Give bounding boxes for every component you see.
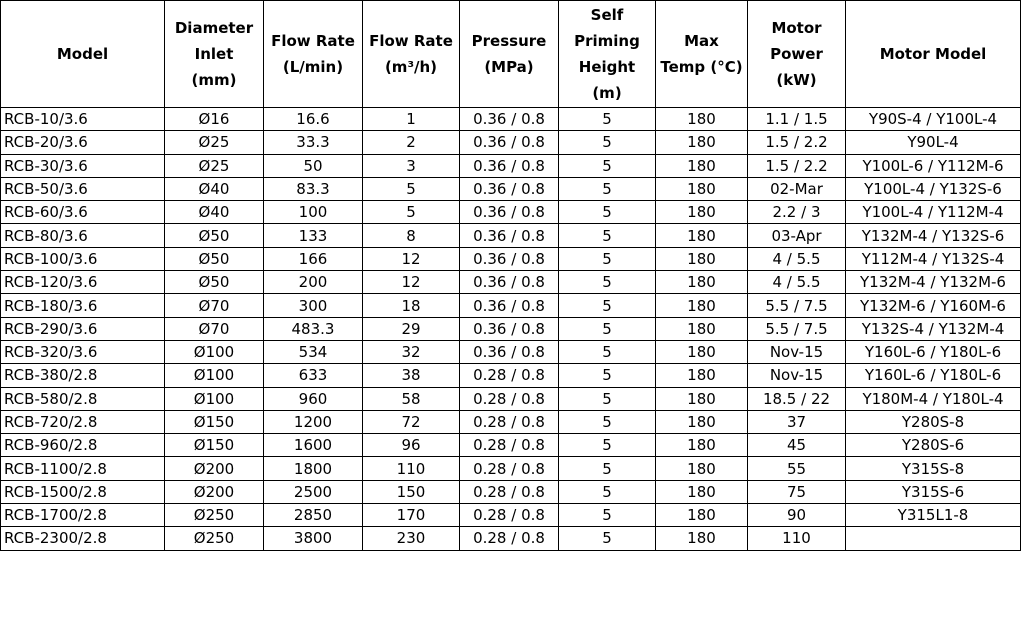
cell-self-priming-height: 5 bbox=[559, 131, 656, 154]
cell-flow-rate-lmin: 166 bbox=[264, 247, 363, 270]
cell-pressure: 0.28 / 0.8 bbox=[460, 504, 559, 527]
cell-flow-rate-m3h: 110 bbox=[363, 457, 460, 480]
header-line: Flow Rate bbox=[369, 32, 453, 50]
cell-model: RCB-720/2.8 bbox=[1, 410, 165, 433]
cell-self-priming-height: 5 bbox=[559, 527, 656, 550]
cell-max-temp: 180 bbox=[656, 224, 748, 247]
cell-pressure: 0.36 / 0.8 bbox=[460, 131, 559, 154]
cell-pressure: 0.28 / 0.8 bbox=[460, 434, 559, 457]
cell-self-priming-height: 5 bbox=[559, 271, 656, 294]
cell-motor-power: 1.5 / 2.2 bbox=[748, 131, 846, 154]
cell-pressure: 0.36 / 0.8 bbox=[460, 177, 559, 200]
cell-motor-model: Y112M-4 / Y132S-4 bbox=[846, 247, 1021, 270]
cell-motor-model: Y315L1-8 bbox=[846, 504, 1021, 527]
table-body bbox=[1, 108, 1021, 551]
table-row bbox=[1, 131, 1021, 154]
cell-diameter-inlet: Ø250 bbox=[165, 527, 264, 550]
header-line: (m) bbox=[592, 84, 622, 102]
cell-model: RCB-380/2.8 bbox=[1, 364, 165, 387]
cell-diameter-inlet: Ø50 bbox=[165, 271, 264, 294]
cell-self-priming-height: 5 bbox=[559, 154, 656, 177]
cell-flow-rate-m3h: 18 bbox=[363, 294, 460, 317]
cell-max-temp: 180 bbox=[656, 131, 748, 154]
cell-max-temp: 180 bbox=[656, 480, 748, 503]
table-row bbox=[1, 434, 1021, 457]
table-row bbox=[1, 364, 1021, 387]
cell-diameter-inlet: Ø100 bbox=[165, 387, 264, 410]
table-row bbox=[1, 317, 1021, 340]
cell-flow-rate-lmin: 2500 bbox=[264, 480, 363, 503]
cell-flow-rate-m3h: 3 bbox=[363, 154, 460, 177]
cell-model: RCB-30/3.6 bbox=[1, 154, 165, 177]
cell-pressure: 0.28 / 0.8 bbox=[460, 527, 559, 550]
cell-self-priming-height: 5 bbox=[559, 364, 656, 387]
cell-max-temp: 180 bbox=[656, 527, 748, 550]
cell-self-priming-height: 5 bbox=[559, 434, 656, 457]
cell-self-priming-height: 5 bbox=[559, 340, 656, 363]
cell-diameter-inlet: Ø150 bbox=[165, 410, 264, 433]
table-row bbox=[1, 224, 1021, 247]
header-line: Flow Rate bbox=[271, 32, 355, 50]
cell-diameter-inlet: Ø70 bbox=[165, 294, 264, 317]
cell-motor-model: Y100L-4 / Y132S-6 bbox=[846, 177, 1021, 200]
cell-flow-rate-lmin: 534 bbox=[264, 340, 363, 363]
cell-motor-power: 03-Apr bbox=[748, 224, 846, 247]
cell-flow-rate-m3h: 72 bbox=[363, 410, 460, 433]
cell-pressure: 0.36 / 0.8 bbox=[460, 340, 559, 363]
cell-motor-power: 37 bbox=[748, 410, 846, 433]
cell-max-temp: 180 bbox=[656, 364, 748, 387]
cell-max-temp: 180 bbox=[656, 154, 748, 177]
cell-pressure: 0.28 / 0.8 bbox=[460, 364, 559, 387]
cell-model: RCB-180/3.6 bbox=[1, 294, 165, 317]
cell-diameter-inlet: Ø25 bbox=[165, 131, 264, 154]
cell-motor-power: 5.5 / 7.5 bbox=[748, 294, 846, 317]
header-line: (mm) bbox=[191, 71, 237, 89]
cell-self-priming-height: 5 bbox=[559, 387, 656, 410]
cell-flow-rate-lmin: 3800 bbox=[264, 527, 363, 550]
cell-flow-rate-lmin: 83.3 bbox=[264, 177, 363, 200]
cell-model: RCB-100/3.6 bbox=[1, 247, 165, 270]
cell-max-temp: 180 bbox=[656, 317, 748, 340]
cell-pressure: 0.28 / 0.8 bbox=[460, 387, 559, 410]
cell-diameter-inlet: Ø70 bbox=[165, 317, 264, 340]
header-model bbox=[1, 1, 165, 108]
cell-motor-model: Y100L-6 / Y112M-6 bbox=[846, 154, 1021, 177]
cell-flow-rate-m3h: 150 bbox=[363, 480, 460, 503]
cell-flow-rate-m3h: 32 bbox=[363, 340, 460, 363]
cell-motor-model: Y100L-4 / Y112M-4 bbox=[846, 201, 1021, 224]
header-line: (MPa) bbox=[484, 58, 534, 76]
cell-diameter-inlet: Ø250 bbox=[165, 504, 264, 527]
cell-max-temp: 180 bbox=[656, 457, 748, 480]
cell-max-temp: 180 bbox=[656, 340, 748, 363]
cell-self-priming-height: 5 bbox=[559, 457, 656, 480]
cell-diameter-inlet: Ø16 bbox=[165, 108, 264, 131]
cell-motor-power: 02-Mar bbox=[748, 177, 846, 200]
cell-diameter-inlet: Ø100 bbox=[165, 364, 264, 387]
cell-pressure: 0.28 / 0.8 bbox=[460, 410, 559, 433]
cell-motor-model: Y90S-4 / Y100L-4 bbox=[846, 108, 1021, 131]
cell-pressure: 0.36 / 0.8 bbox=[460, 294, 559, 317]
header-max-temp bbox=[656, 1, 748, 108]
cell-pressure: 0.36 / 0.8 bbox=[460, 247, 559, 270]
cell-motor-model: Y160L-6 / Y180L-6 bbox=[846, 364, 1021, 387]
cell-max-temp: 180 bbox=[656, 271, 748, 294]
header-line: (m³/h) bbox=[384, 58, 438, 76]
cell-max-temp: 180 bbox=[656, 201, 748, 224]
cell-motor-model: Y160L-6 / Y180L-6 bbox=[846, 340, 1021, 363]
table-row bbox=[1, 387, 1021, 410]
cell-flow-rate-m3h: 2 bbox=[363, 131, 460, 154]
cell-pressure: 0.28 / 0.8 bbox=[460, 480, 559, 503]
cell-flow-rate-m3h: 12 bbox=[363, 271, 460, 294]
cell-flow-rate-m3h: 1 bbox=[363, 108, 460, 131]
cell-motor-model: Y280S-8 bbox=[846, 410, 1021, 433]
cell-flow-rate-m3h: 29 bbox=[363, 317, 460, 340]
cell-self-priming-height: 5 bbox=[559, 410, 656, 433]
table-row bbox=[1, 480, 1021, 503]
cell-flow-rate-lmin: 133 bbox=[264, 224, 363, 247]
cell-motor-power: 2.2 / 3 bbox=[748, 201, 846, 224]
cell-motor-power: 55 bbox=[748, 457, 846, 480]
cell-model: RCB-20/3.6 bbox=[1, 131, 165, 154]
header-diameter-inlet bbox=[165, 1, 264, 108]
cell-pressure: 0.36 / 0.8 bbox=[460, 108, 559, 131]
header-line: Motor bbox=[771, 19, 822, 37]
cell-self-priming-height: 5 bbox=[559, 480, 656, 503]
cell-model: RCB-10/3.6 bbox=[1, 108, 165, 131]
cell-motor-power: Nov-15 bbox=[748, 340, 846, 363]
cell-diameter-inlet: Ø200 bbox=[165, 457, 264, 480]
cell-model: RCB-60/3.6 bbox=[1, 201, 165, 224]
cell-flow-rate-lmin: 16.6 bbox=[264, 108, 363, 131]
header-flow-rate-m3h bbox=[363, 1, 460, 108]
cell-motor-model: Y132S-4 / Y132M-4 bbox=[846, 317, 1021, 340]
cell-flow-rate-m3h: 5 bbox=[363, 201, 460, 224]
header-line: Priming bbox=[574, 32, 640, 50]
table-header-row bbox=[1, 1, 1021, 108]
cell-motor-power: 5.5 / 7.5 bbox=[748, 317, 846, 340]
header-line: Power bbox=[770, 45, 823, 63]
cell-flow-rate-m3h: 170 bbox=[363, 504, 460, 527]
header-motor-model bbox=[846, 1, 1021, 108]
header-pressure bbox=[460, 1, 559, 108]
cell-self-priming-height: 5 bbox=[559, 294, 656, 317]
cell-diameter-inlet: Ø25 bbox=[165, 154, 264, 177]
header-line: Inlet bbox=[194, 45, 234, 63]
cell-motor-model: Y132M-4 / Y132M-6 bbox=[846, 271, 1021, 294]
table-row bbox=[1, 177, 1021, 200]
cell-model: RCB-960/2.8 bbox=[1, 434, 165, 457]
cell-self-priming-height: 5 bbox=[559, 177, 656, 200]
cell-flow-rate-lmin: 50 bbox=[264, 154, 363, 177]
cell-max-temp: 180 bbox=[656, 294, 748, 317]
cell-motor-power: 1.1 / 1.5 bbox=[748, 108, 846, 131]
table-row bbox=[1, 457, 1021, 480]
cell-flow-rate-lmin: 1800 bbox=[264, 457, 363, 480]
cell-motor-model: Y132M-4 / Y132S-6 bbox=[846, 224, 1021, 247]
cell-motor-model: Y315S-6 bbox=[846, 480, 1021, 503]
cell-max-temp: 180 bbox=[656, 247, 748, 270]
cell-motor-power: 4 / 5.5 bbox=[748, 271, 846, 294]
header-line: Model bbox=[56, 45, 109, 63]
cell-motor-power: 75 bbox=[748, 480, 846, 503]
cell-motor-power: 110 bbox=[748, 527, 846, 550]
cell-motor-power: 1.5 / 2.2 bbox=[748, 154, 846, 177]
table-row bbox=[1, 410, 1021, 433]
cell-motor-model: Y280S-6 bbox=[846, 434, 1021, 457]
header-line: Pressure bbox=[471, 32, 547, 50]
cell-diameter-inlet: Ø50 bbox=[165, 224, 264, 247]
cell-model: RCB-580/2.8 bbox=[1, 387, 165, 410]
cell-model: RCB-2300/2.8 bbox=[1, 527, 165, 550]
cell-self-priming-height: 5 bbox=[559, 108, 656, 131]
cell-flow-rate-lmin: 633 bbox=[264, 364, 363, 387]
cell-motor-model: Y180M-4 / Y180L-4 bbox=[846, 387, 1021, 410]
cell-flow-rate-m3h: 8 bbox=[363, 224, 460, 247]
table-row bbox=[1, 108, 1021, 131]
cell-pressure: 0.36 / 0.8 bbox=[460, 317, 559, 340]
cell-flow-rate-m3h: 5 bbox=[363, 177, 460, 200]
cell-flow-rate-lmin: 2850 bbox=[264, 504, 363, 527]
header-line: Height bbox=[578, 58, 636, 76]
cell-diameter-inlet: Ø40 bbox=[165, 177, 264, 200]
header-line: Temp (°C) bbox=[660, 58, 743, 76]
cell-max-temp: 180 bbox=[656, 387, 748, 410]
header-flow-rate-lmin bbox=[264, 1, 363, 108]
cell-model: RCB-290/3.6 bbox=[1, 317, 165, 340]
cell-model: RCB-320/3.6 bbox=[1, 340, 165, 363]
header-line: Motor Model bbox=[879, 45, 987, 63]
cell-flow-rate-m3h: 230 bbox=[363, 527, 460, 550]
cell-flow-rate-lmin: 33.3 bbox=[264, 131, 363, 154]
cell-motor-power: 4 / 5.5 bbox=[748, 247, 846, 270]
cell-motor-model: Y315S-8 bbox=[846, 457, 1021, 480]
cell-diameter-inlet: Ø40 bbox=[165, 201, 264, 224]
table-row bbox=[1, 271, 1021, 294]
cell-self-priming-height: 5 bbox=[559, 504, 656, 527]
cell-motor-power: Nov-15 bbox=[748, 364, 846, 387]
cell-model: RCB-120/3.6 bbox=[1, 271, 165, 294]
cell-max-temp: 180 bbox=[656, 434, 748, 457]
header-line: Max bbox=[684, 32, 719, 50]
header-line: Diameter bbox=[174, 19, 254, 37]
table-row bbox=[1, 527, 1021, 550]
table-row bbox=[1, 294, 1021, 317]
cell-max-temp: 180 bbox=[656, 177, 748, 200]
header-line: Self bbox=[590, 6, 624, 24]
header-self-priming-height bbox=[559, 1, 656, 108]
cell-self-priming-height: 5 bbox=[559, 247, 656, 270]
cell-motor-power: 90 bbox=[748, 504, 846, 527]
cell-flow-rate-lmin: 100 bbox=[264, 201, 363, 224]
cell-pressure: 0.36 / 0.8 bbox=[460, 201, 559, 224]
cell-pressure: 0.36 / 0.8 bbox=[460, 271, 559, 294]
cell-flow-rate-lmin: 1200 bbox=[264, 410, 363, 433]
cell-model: RCB-80/3.6 bbox=[1, 224, 165, 247]
cell-flow-rate-m3h: 96 bbox=[363, 434, 460, 457]
cell-model: RCB-50/3.6 bbox=[1, 177, 165, 200]
cell-diameter-inlet: Ø100 bbox=[165, 340, 264, 363]
cell-diameter-inlet: Ø200 bbox=[165, 480, 264, 503]
cell-pressure: 0.36 / 0.8 bbox=[460, 154, 559, 177]
cell-diameter-inlet: Ø150 bbox=[165, 434, 264, 457]
cell-motor-power: 45 bbox=[748, 434, 846, 457]
cell-flow-rate-lmin: 960 bbox=[264, 387, 363, 410]
header-motor-power bbox=[748, 1, 846, 108]
cell-self-priming-height: 5 bbox=[559, 224, 656, 247]
table-row bbox=[1, 340, 1021, 363]
header-line: (kW) bbox=[776, 71, 817, 89]
cell-motor-model bbox=[846, 527, 1021, 550]
table-row bbox=[1, 201, 1021, 224]
cell-model: RCB-1100/2.8 bbox=[1, 457, 165, 480]
cell-flow-rate-m3h: 38 bbox=[363, 364, 460, 387]
table-row bbox=[1, 247, 1021, 270]
cell-pressure: 0.28 / 0.8 bbox=[460, 457, 559, 480]
cell-pressure: 0.36 / 0.8 bbox=[460, 224, 559, 247]
header-line: (L/min) bbox=[282, 58, 344, 76]
cell-max-temp: 180 bbox=[656, 410, 748, 433]
cell-motor-model: Y90L-4 bbox=[846, 131, 1021, 154]
cell-flow-rate-lmin: 1600 bbox=[264, 434, 363, 457]
cell-self-priming-height: 5 bbox=[559, 317, 656, 340]
cell-max-temp: 180 bbox=[656, 504, 748, 527]
cell-flow-rate-lmin: 483.3 bbox=[264, 317, 363, 340]
cell-flow-rate-m3h: 58 bbox=[363, 387, 460, 410]
table-row bbox=[1, 154, 1021, 177]
table-row bbox=[1, 504, 1021, 527]
cell-model: RCB-1700/2.8 bbox=[1, 504, 165, 527]
cell-self-priming-height: 5 bbox=[559, 201, 656, 224]
cell-flow-rate-m3h: 12 bbox=[363, 247, 460, 270]
cell-model: RCB-1500/2.8 bbox=[1, 480, 165, 503]
cell-max-temp: 180 bbox=[656, 108, 748, 131]
cell-flow-rate-lmin: 300 bbox=[264, 294, 363, 317]
cell-motor-power: 18.5 / 22 bbox=[748, 387, 846, 410]
cell-diameter-inlet: Ø50 bbox=[165, 247, 264, 270]
cell-motor-model: Y132M-6 / Y160M-6 bbox=[846, 294, 1021, 317]
cell-flow-rate-lmin: 200 bbox=[264, 271, 363, 294]
